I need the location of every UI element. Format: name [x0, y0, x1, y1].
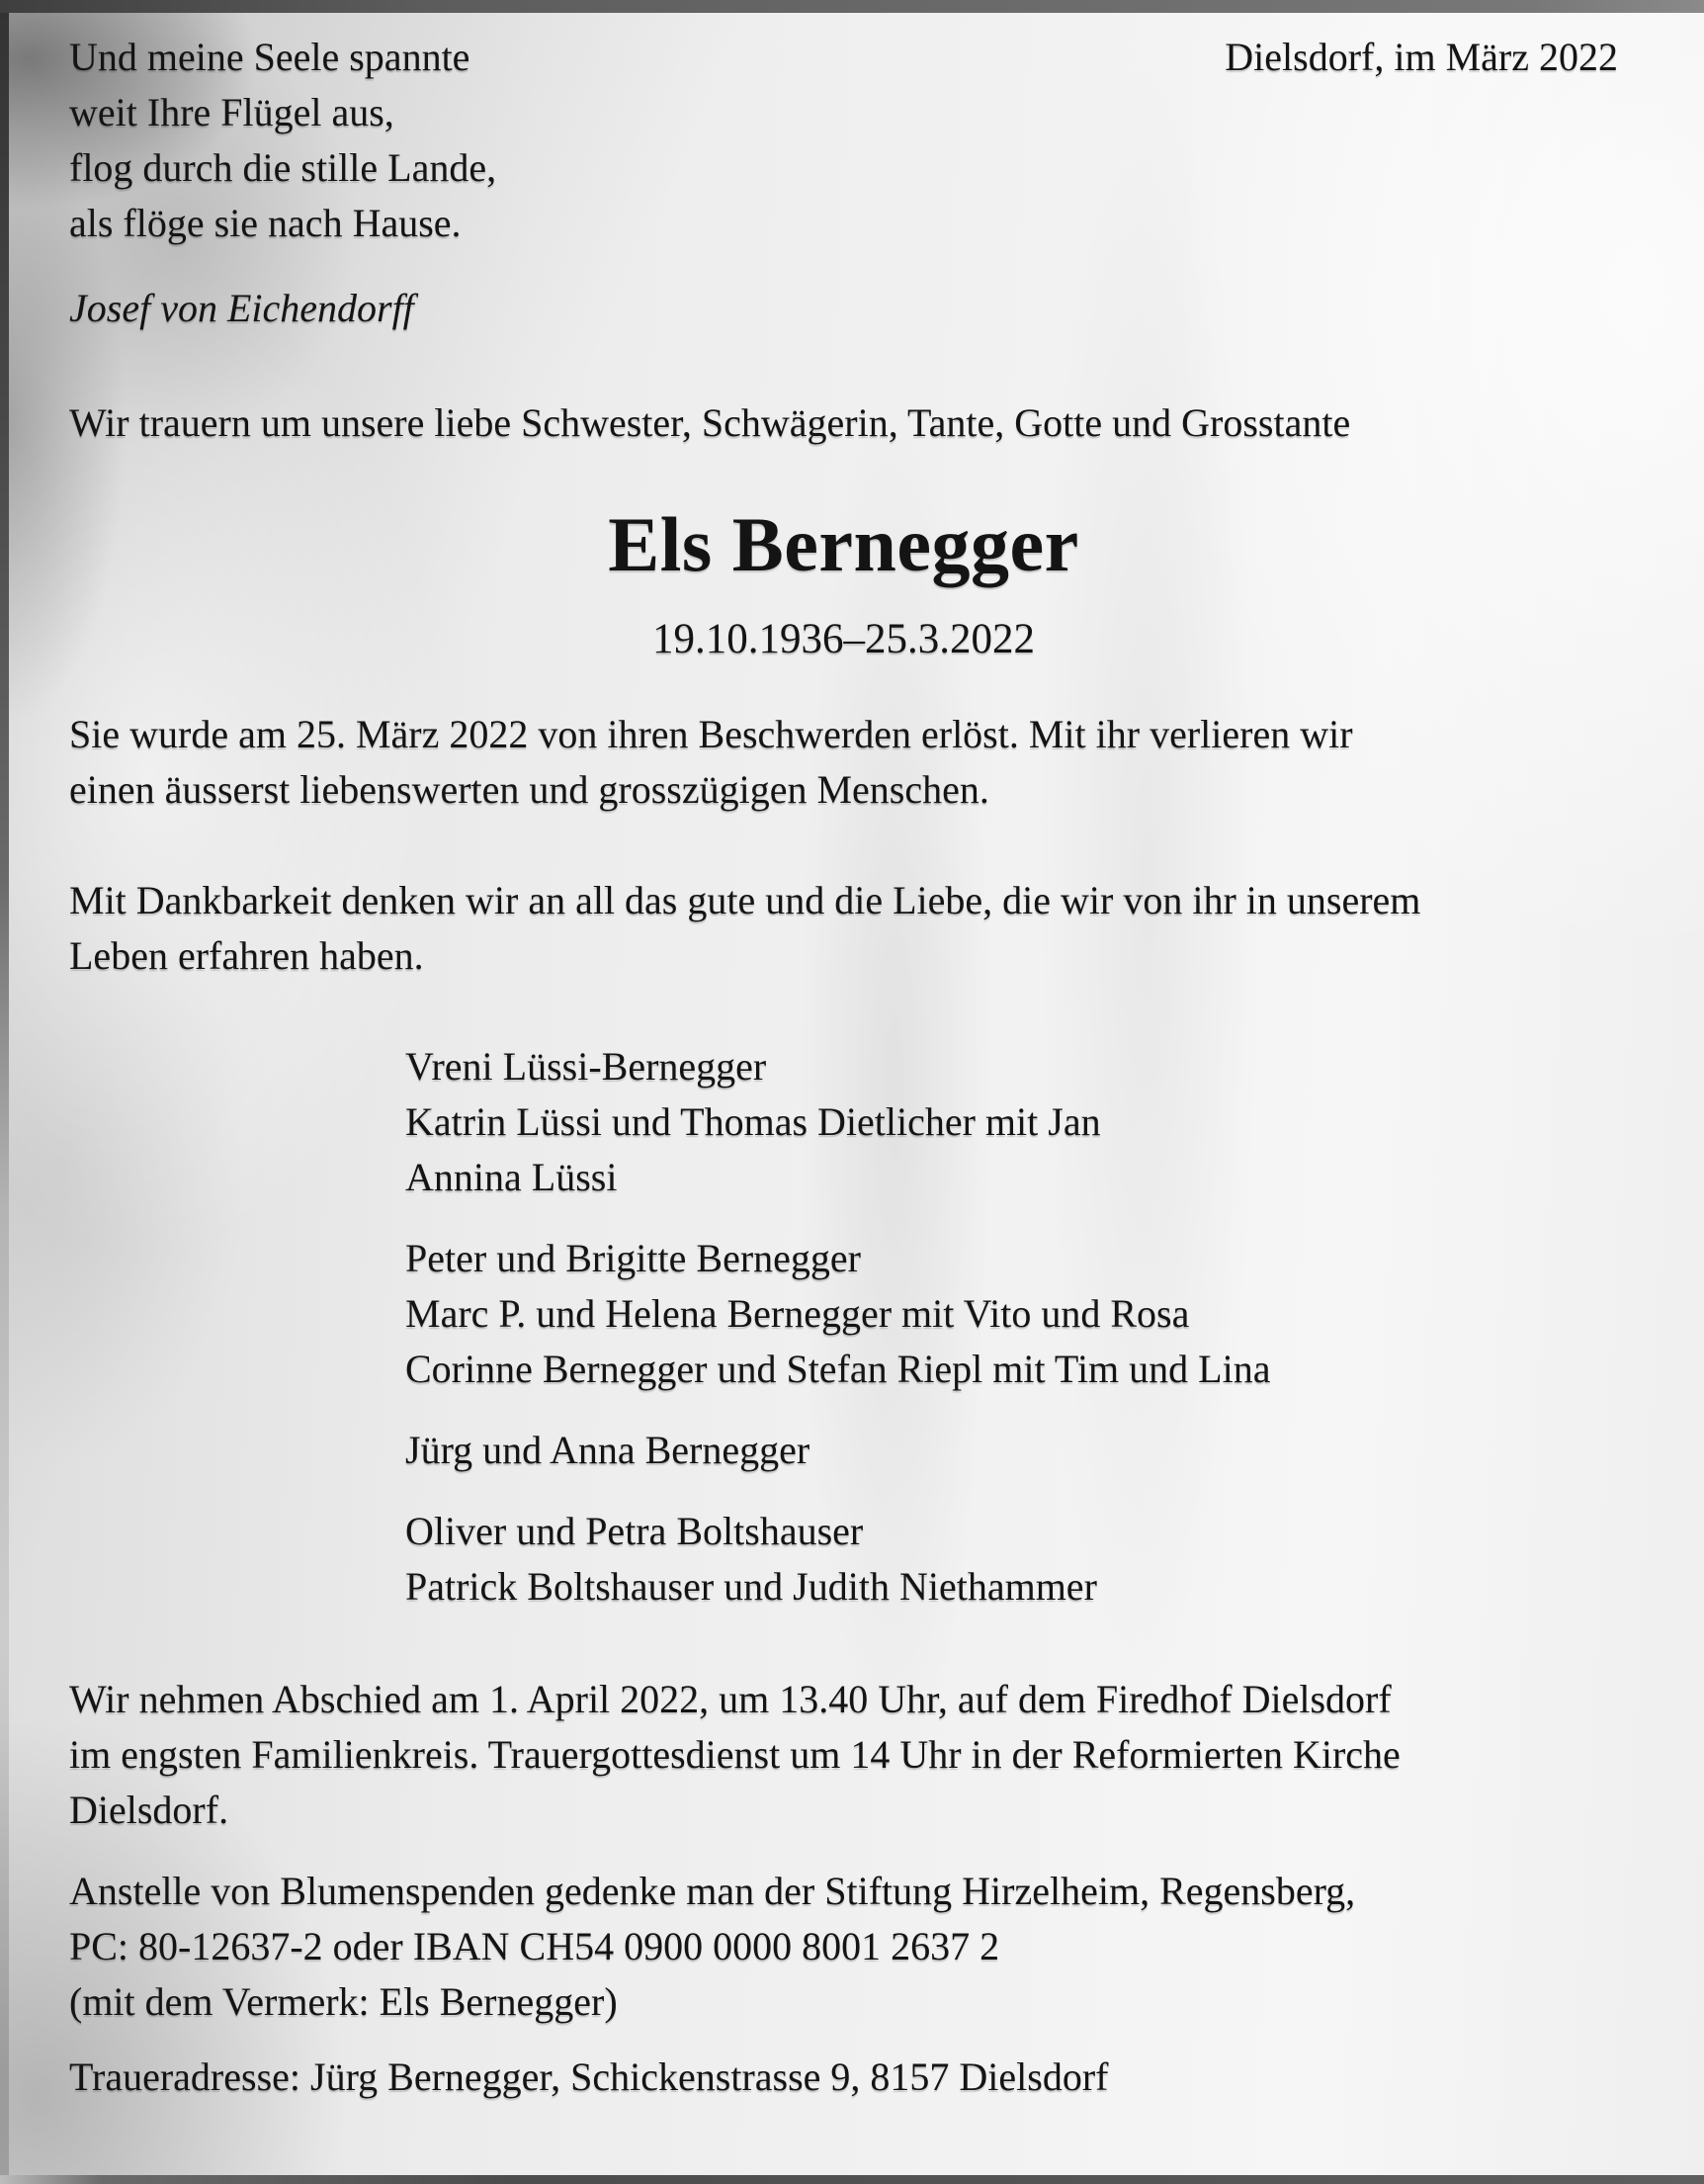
- mourner-name: Patrick Boltshauser und Judith Niethammer: [405, 1564, 1097, 1609]
- deceased-name: Els Bernegger: [608, 501, 1079, 587]
- life-dates: 19.10.1936–25.3.2022: [652, 616, 1035, 662]
- header-row: [69, 30, 1618, 251]
- place-date-line: Dielsdorf, im März 2022: [1225, 35, 1618, 79]
- funeral-line: im engsten Familienkreis. Trauergottesdienst um 14 Uhr in der Reformierten Kirche: [69, 1732, 1401, 1777]
- mourning-address: Traueradresse: Jürg Bernegger, Schickenstrasse 9, 8157 Dielsdorf: [69, 2054, 1109, 2099]
- mourner-name: Katrin Lüssi und Thomas Dietlicher mit Jan: [405, 1099, 1101, 1144]
- donation-line: (mit dem Vermerk: Els Bernegger): [69, 1979, 618, 2024]
- mourner-group: [405, 1039, 1618, 1205]
- paragraph-line: einen äusserst liebenswerten und grosszügigen Menschen.: [69, 767, 989, 812]
- funeral-information: [69, 1672, 1618, 1838]
- mourner-name: Peter und Brigitte Bernegger: [405, 1236, 861, 1280]
- poem-line: flog durch die stille Lande,: [69, 145, 497, 190]
- poem-line: weit Ihre Flügel aus,: [69, 90, 394, 134]
- mourner-group: [405, 1231, 1618, 1397]
- funeral-line: Wir nehmen Abschied am 1. April 2022, um 13.40 Uhr, auf dem Firedhof Dielsdorf: [69, 1677, 1392, 1721]
- paragraph-line: Mit Dankbarkeit denken wir an all das gute und die Liebe, die wir von ihr in unserem: [69, 878, 1421, 922]
- bottom-border: [0, 2175, 1704, 2184]
- mourner-name: Annina Lüssi: [405, 1155, 618, 1199]
- paragraph-release: [69, 707, 1618, 818]
- intro-line: Wir trauern um unsere liebe Schwester, Schwägerin, Tante, Gotte und Grosstante: [69, 400, 1351, 445]
- mourner-name: Jürg und Anna Bernegger: [405, 1428, 810, 1472]
- mourners-list: [405, 1039, 1618, 1615]
- mourner-name: Oliver und Petra Boltshauser: [405, 1509, 864, 1553]
- donation-line: Anstelle von Blumenspenden gedenke man der Stiftung Hirzelheim, Regensberg,: [69, 1869, 1356, 1913]
- mourner-name: Corinne Bernegger und Stefan Riepl mit Tim und Lina: [405, 1347, 1271, 1391]
- left-border: [0, 13, 9, 2184]
- poem-author: Josef von Eichendorff: [69, 286, 414, 330]
- mourner-group: [405, 1504, 1618, 1615]
- poem-line: als flöge sie nach Hause.: [69, 201, 462, 245]
- poem: [69, 30, 496, 251]
- top-border: [0, 0, 1704, 13]
- donation-line: PC: 80-12637-2 oder IBAN CH54 0900 0000 8001 2637 2: [69, 1924, 1000, 1968]
- mourner-group: [405, 1423, 1618, 1478]
- mourner-name: Vreni Lüssi-Bernegger: [405, 1044, 767, 1089]
- paragraph-gratitude: [69, 873, 1618, 984]
- paragraph-line: Sie wurde am 25. März 2022 von ihren Beschwerden erlöst. Mit ihr verlieren wir: [69, 712, 1353, 756]
- mourner-name: Marc P. und Helena Bernegger mit Vito und Rosa: [405, 1291, 1190, 1336]
- paragraph-line: Leben erfahren haben.: [69, 933, 424, 978]
- poem-line: Und meine Seele spannte: [69, 35, 470, 79]
- donation-information: [69, 1864, 1618, 2030]
- funeral-line: Dielsdorf.: [69, 1788, 229, 1832]
